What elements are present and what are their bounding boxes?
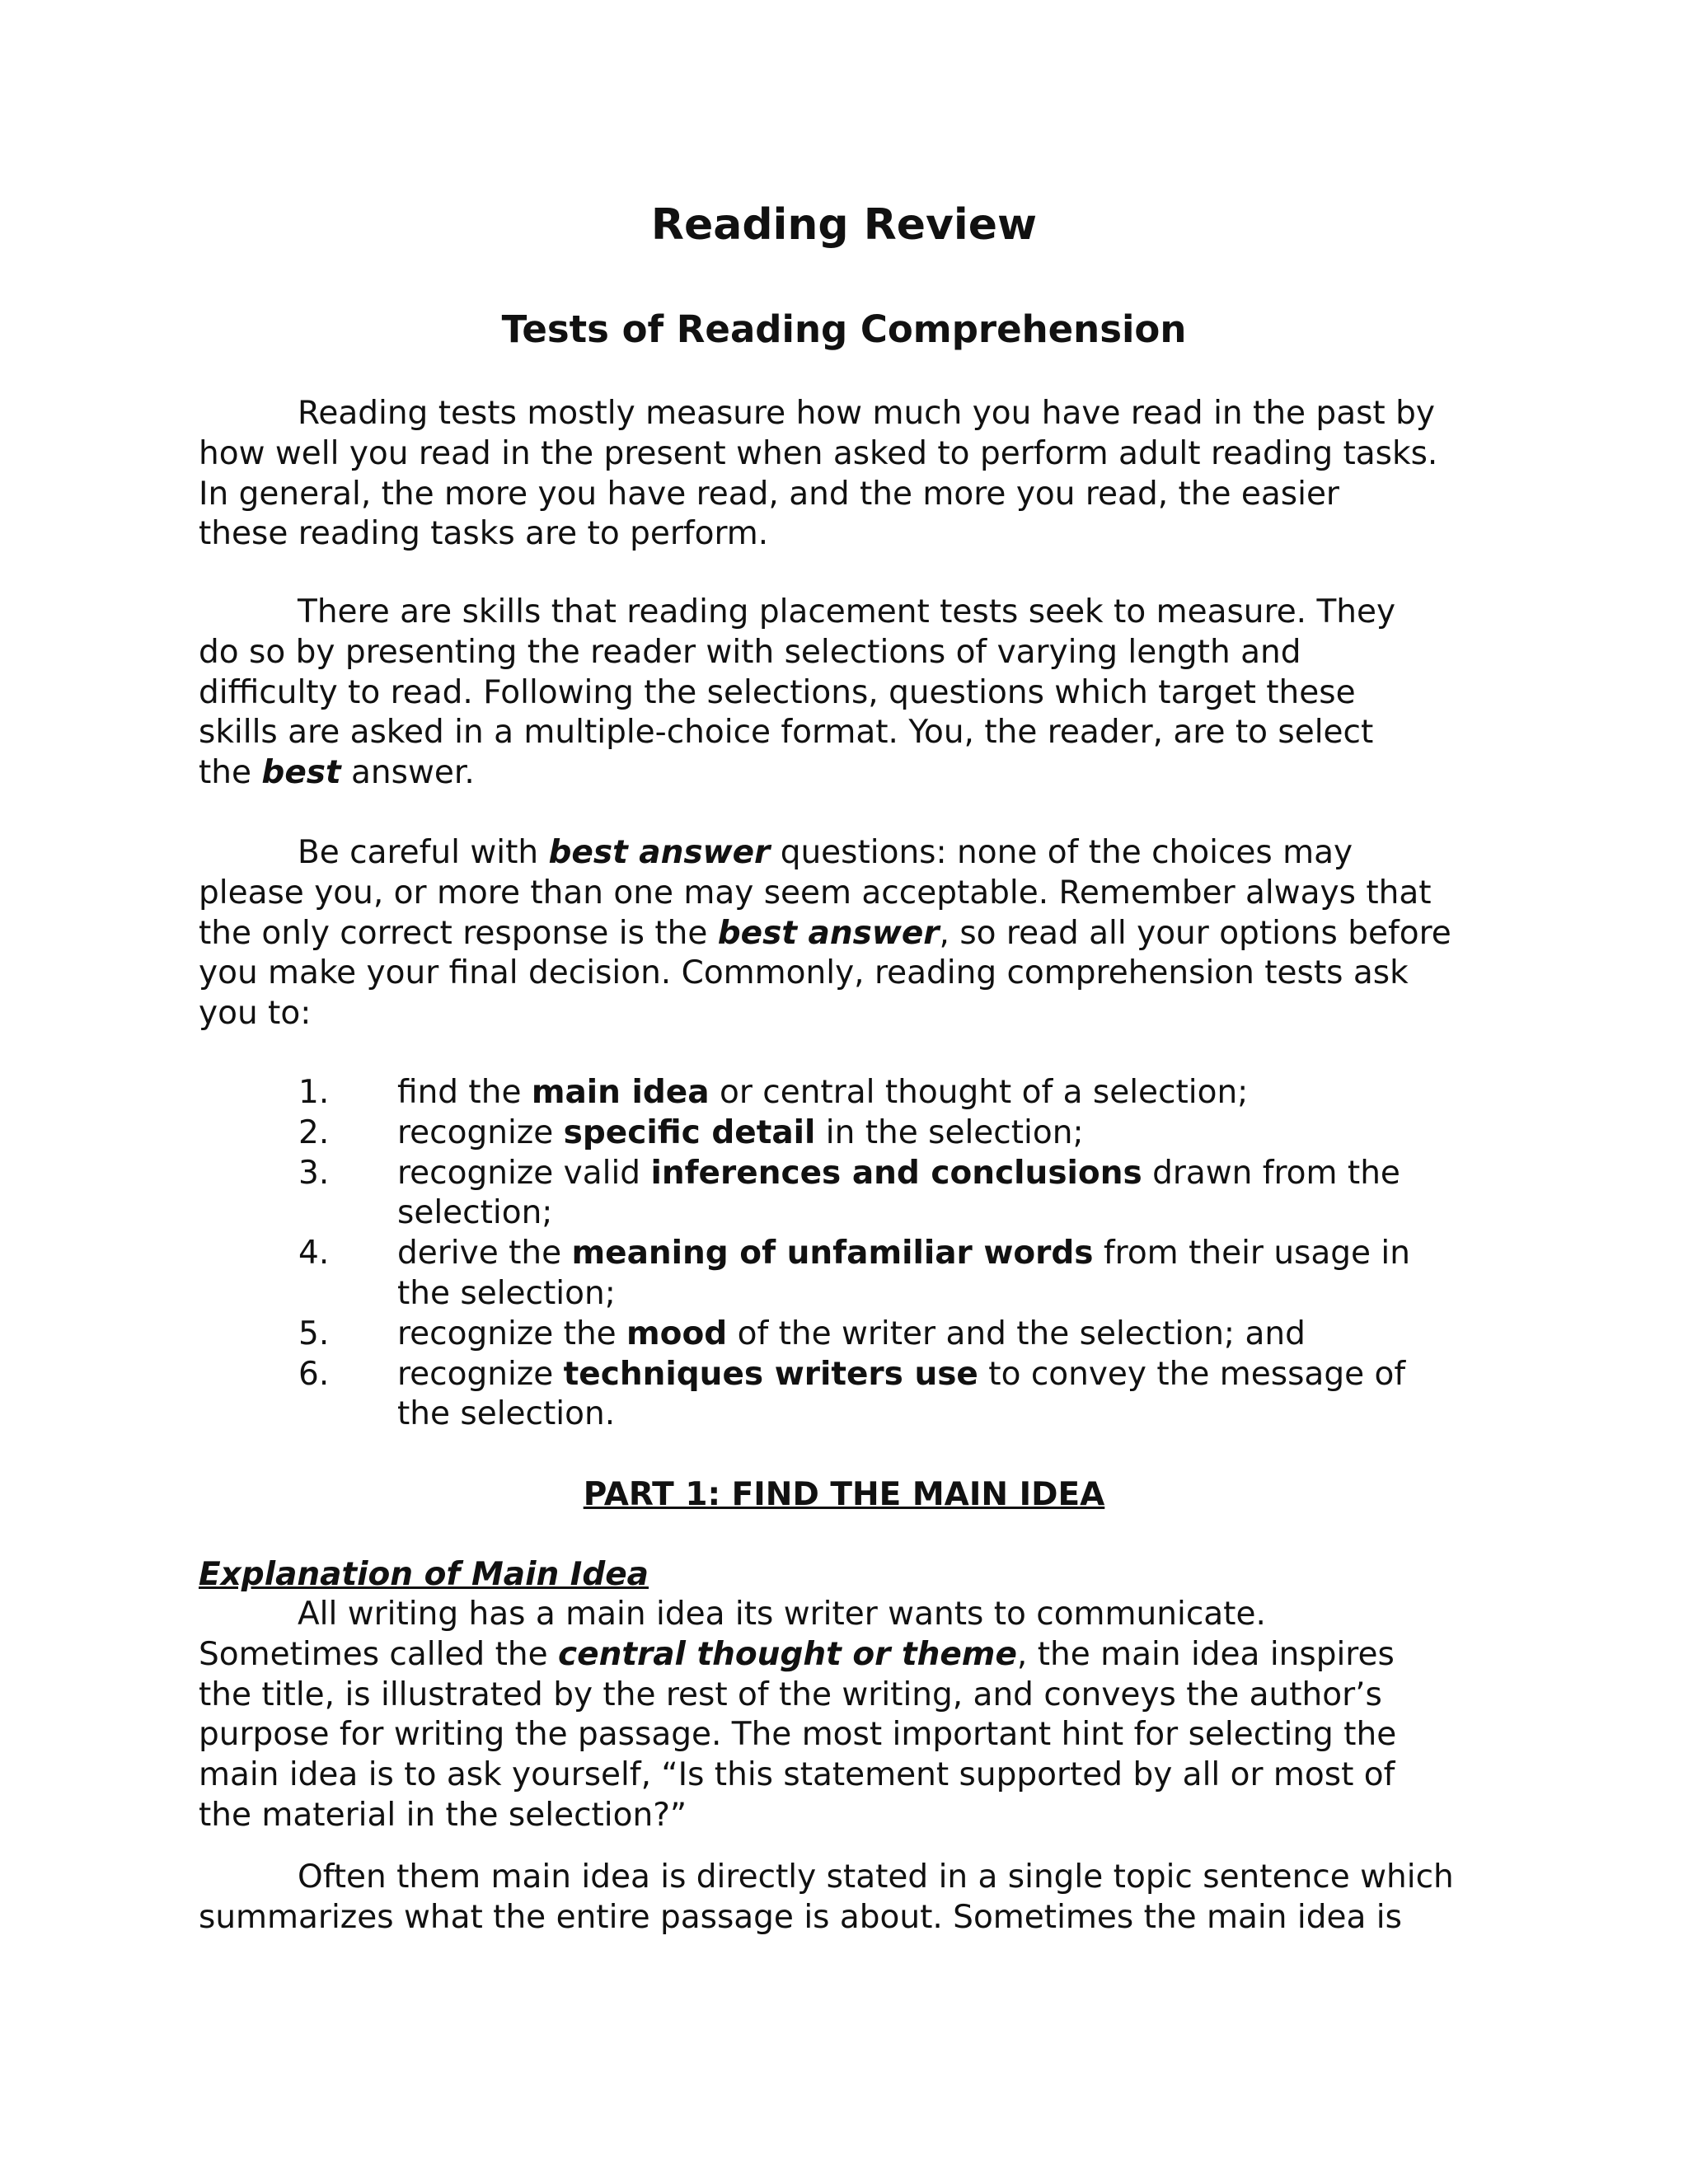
list-item-line xyxy=(397,1154,1493,1194)
paragraph-line: the material in the selection?” xyxy=(199,1796,687,1834)
list-item xyxy=(298,1234,1493,1315)
list-number: 5. xyxy=(298,1315,330,1352)
list-item xyxy=(298,1154,1493,1235)
page-title: Reading Review xyxy=(650,200,1038,250)
text-run: Be careful with xyxy=(298,834,549,871)
list-item-continuation: selection; xyxy=(397,1194,553,1232)
list-item-line xyxy=(397,1073,1493,1113)
list-item-line xyxy=(397,1315,1493,1355)
text-run: of the writer and the selection; and xyxy=(727,1315,1306,1352)
bold-term: main idea xyxy=(531,1074,710,1111)
bold-term: meaning of unfamiliar words xyxy=(571,1235,1094,1272)
text-run: or central thought of a selection; xyxy=(709,1074,1249,1111)
page-subtitle: Tests of Reading Comprehension xyxy=(501,307,1187,351)
bold-term: inferences and conclusions xyxy=(650,1154,1142,1192)
paragraph-line: please you, or more than one may seem acceptable. Remember always that xyxy=(199,874,1432,912)
emphasis-text: best answer xyxy=(717,914,940,952)
paragraph-line: the title, is illustrated by the rest of the writing, and conveys the author’s xyxy=(199,1675,1382,1713)
text-run: find the xyxy=(397,1074,532,1111)
emphasis-text: best xyxy=(261,754,341,792)
list-number: 6. xyxy=(298,1355,330,1393)
text-run: the only correct response is the xyxy=(199,914,718,952)
list-item-line xyxy=(397,1355,1493,1395)
text-run: , so read all your options before xyxy=(939,914,1451,952)
text-run: the xyxy=(199,754,262,792)
list-item xyxy=(298,1315,1493,1355)
text-run: recognize valid xyxy=(397,1154,651,1192)
section-heading: Explanation of Main Idea xyxy=(199,1556,649,1593)
list-item xyxy=(298,1355,1493,1436)
skills-list xyxy=(298,1073,1493,1435)
text-run: questions: none of the choices may xyxy=(770,834,1353,871)
list-item-line xyxy=(397,1113,1493,1154)
part-heading: PART 1: FIND THE MAIN IDEA xyxy=(583,1476,1105,1513)
list-number: 4. xyxy=(298,1235,330,1272)
paragraph-line: purpose for writing the passage. The most important hint for selecting the xyxy=(199,1716,1397,1754)
list-number: 2. xyxy=(298,1113,330,1151)
text-run: answer. xyxy=(340,754,475,792)
list-item-continuation: the selection. xyxy=(397,1395,616,1433)
paragraph-line: you to: xyxy=(199,995,312,1033)
list-number: 1. xyxy=(298,1074,330,1111)
list-item xyxy=(298,1073,1493,1113)
intro-paragraph xyxy=(199,394,1493,555)
paragraph-line: difficulty to read. Following the selections, questions which target these xyxy=(199,673,1356,711)
paragraph-line: how well you read in the present when asked to perform adult reading tasks. xyxy=(199,434,1438,472)
text-run: recognize the xyxy=(397,1315,627,1352)
paragraph-line: Reading tests mostly measure how much you have read in the past by xyxy=(298,395,1435,432)
topic-sentence-paragraph xyxy=(199,1858,1493,1938)
text-run: to convey the message of xyxy=(978,1355,1406,1393)
text-run: from their usage in xyxy=(1093,1235,1410,1272)
skills-paragraph xyxy=(199,593,1493,794)
bold-term: techniques writers use xyxy=(563,1355,978,1393)
text-run: drawn from the xyxy=(1142,1154,1400,1192)
text-run: recognize xyxy=(397,1355,564,1393)
best-answer-paragraph xyxy=(199,833,1493,1034)
paragraph-line: In general, the more you have read, and the more you read, the easier xyxy=(199,475,1339,513)
text-run: recognize xyxy=(397,1113,564,1151)
list-item-continuation: the selection; xyxy=(397,1274,616,1312)
paragraph-line: do so by presenting the reader with selections of varying length and xyxy=(199,633,1301,671)
text-run: in the selection; xyxy=(815,1113,1084,1151)
list-item xyxy=(298,1113,1493,1154)
list-item-line xyxy=(397,1234,1493,1274)
paragraph-line: skills are asked in a multiple-choice format. You, the reader, are to select xyxy=(199,714,1374,752)
text-run: derive the xyxy=(397,1235,572,1272)
paragraph-line xyxy=(199,1635,1493,1675)
paragraph-line: All writing has a main idea its writer wants to communicate. xyxy=(298,1596,1266,1633)
emphasis-text: best answer xyxy=(548,834,771,871)
text-run: Sometimes called the xyxy=(199,1635,558,1673)
paragraph-line: you make your final decision. Commonly, reading comprehension tests ask xyxy=(199,954,1409,992)
bold-term: specific detail xyxy=(563,1113,816,1151)
paragraph-line xyxy=(199,833,1493,874)
paragraph-line xyxy=(199,914,1493,954)
paragraph-line: There are skills that reading placement tests seek to measure. They xyxy=(298,593,1396,630)
list-number: 3. xyxy=(298,1154,330,1192)
emphasis-text: central thought or theme xyxy=(558,1635,1017,1673)
paragraph-line: Often them main idea is directly stated in a single topic sentence which xyxy=(298,1858,1454,1896)
bold-term: mood xyxy=(626,1315,728,1352)
paragraph-line: main idea is to ask yourself, “Is this statement supported by all or most of xyxy=(199,1756,1395,1794)
text-run: , the main idea inspires xyxy=(1016,1635,1395,1673)
paragraph-line: summarizes what the entire passage is about. Sometimes the main idea is xyxy=(199,1898,1402,1936)
paragraph-line xyxy=(199,753,1493,794)
paragraph-line: these reading tasks are to perform. xyxy=(199,515,769,553)
main-idea-paragraph xyxy=(199,1595,1493,1836)
